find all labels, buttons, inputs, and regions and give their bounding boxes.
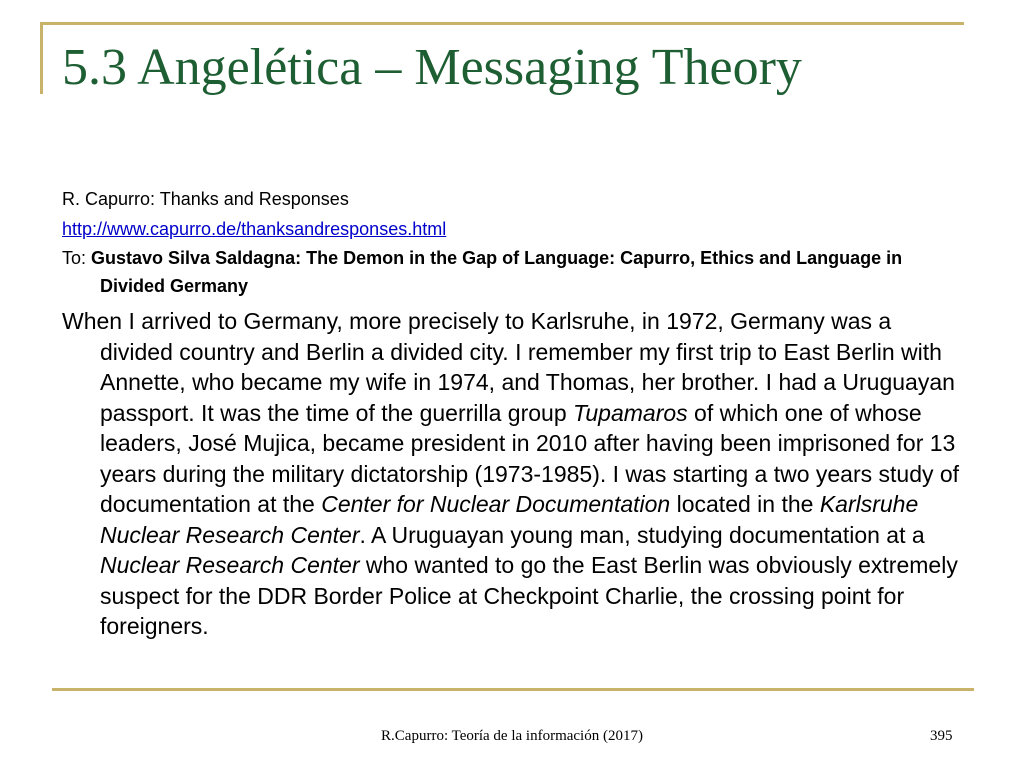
recipient-title: Gustavo Silva Saldagna: The Demon in the Gap of Language: Capurro, Ethics and Language in Divided Germany [91,248,903,296]
body-paragraph [62,306,962,642]
slide-content [62,184,962,642]
body-text-5: who wanted to go the East Berlin was obviously extremely suspect for the DDR Border Police at Checkpoint Charlie, the crossing point for foreigners. [100,552,958,639]
recipient-prefix: To: [62,248,92,268]
body-text-2: of which one of whose leaders, José Mujica, became president in 2010 after having been imprisoned for 13 years during the military dictatorship (1973-1985). I was starting a two years study of documentation at the [100,399,960,517]
slide-footer: R.Capurro: Teoría de la información (2017) [381,728,643,744]
body-italic-4: Nuclear Research Center [100,552,360,578]
body-italic-1: Tupamaros [573,399,688,426]
source-url-link[interactable]: http://www.capurro.de/thanksandresponses.html [62,219,447,239]
left-accent-bar [40,22,43,94]
recipient-line [62,244,962,300]
source-line: R. Capurro: Thanks and Responses [62,189,349,209]
slide-title: 5.3 Angelética – Messaging Theory [62,39,802,96]
body-italic-2: Center for Nuclear Documentation [321,491,671,517]
bottom-accent-bar [52,688,974,691]
body-italic-3: Karlsruhe Nuclear Research Center [100,491,919,548]
top-accent-bar [40,22,964,25]
page-number: 395 [930,728,953,744]
body-text-4: . A Uruguayan young man, studying documentation at a [359,521,925,548]
source-url-line [62,214,962,244]
body-text-1: When I arrived to Germany, more precisely to Karlsruhe, in 1972, Germany was a divided country and Berlin a divided city. I remember my first trip to East Berlin with Annette, who became my wife in 1974, and Thomas, her brother. I had a Uruguayan passport. It was the time of the guerrilla group [62,308,955,426]
body-text-3: located in the [670,491,820,517]
